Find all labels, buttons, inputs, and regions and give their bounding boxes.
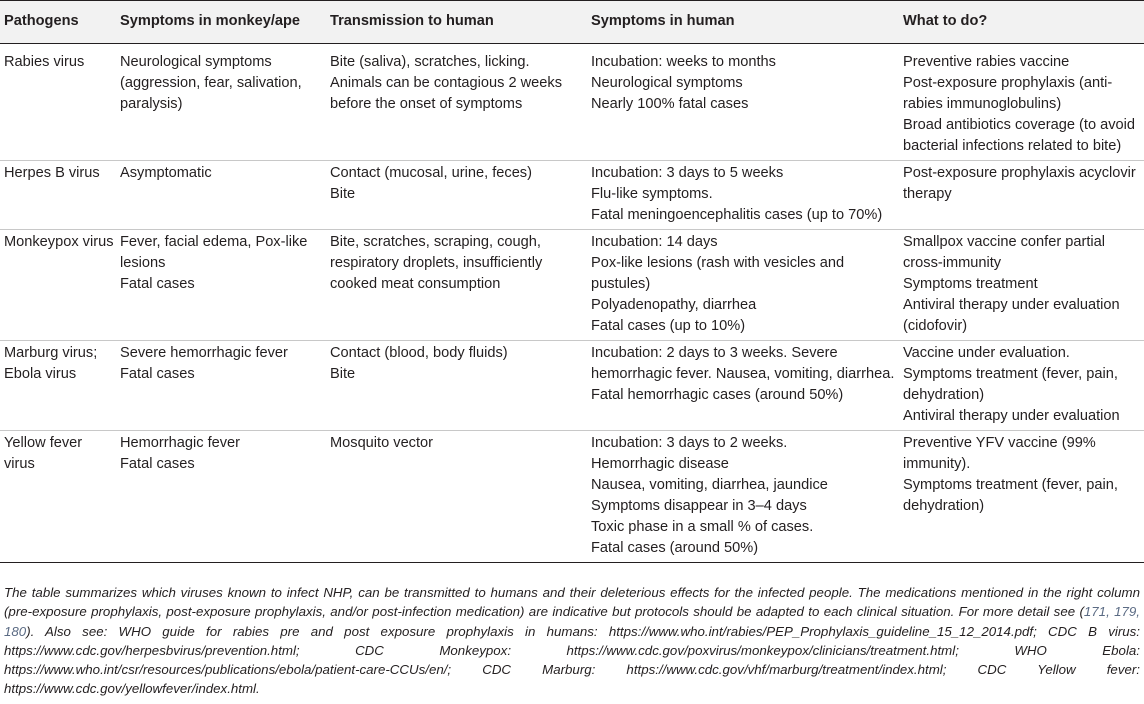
cell-what-to-do-line: Broad antibiotics coverage (to avoid bacterial infections related to bite): [903, 117, 1136, 154]
cell-monkey-symptoms: [116, 431, 326, 563]
caption-references[interactable]: 171, 179, 180: [4, 604, 1140, 639]
table-row: [0, 230, 1144, 341]
cell-monkey-symptoms: [116, 44, 326, 161]
cell-what-to-do-line: Antiviral therapy under evaluation: [903, 408, 1120, 424]
cell-human-symptoms: [587, 341, 899, 431]
header-human-symptoms: Symptoms in human: [587, 1, 899, 44]
cell-transmission-line: Bite: [330, 186, 356, 202]
cell-human-symptoms: [587, 431, 899, 563]
table-row: [0, 431, 1144, 563]
cell-what-to-do-line: Symptoms treatment (fever, pain, dehydration): [903, 366, 1118, 403]
cell-monkey-symptoms-line: Fatal cases: [120, 456, 195, 472]
table-header-row: [0, 1, 1144, 44]
cell-human-symptoms-line: Pox-like lesions (rash with vesicles and pustules): [591, 255, 845, 292]
cell-what-to-do-line: Vaccine under evaluation.: [903, 345, 1070, 361]
cell-transmission-line: Contact (blood, body fluids): [330, 345, 508, 361]
cell-transmission-line: Bite: [330, 366, 356, 382]
cell-transmission-line: Mosquito vector: [330, 435, 434, 451]
cell-human-symptoms-line: Flu-like symptoms.: [591, 186, 713, 202]
cell-human-symptoms-line: Symptoms disappear in 3–4 days: [591, 498, 807, 514]
cell-pathogen: Rabies virus: [0, 44, 116, 161]
cell-what-to-do-line: Symptoms treatment: [903, 276, 1038, 292]
cell-human-symptoms-line: Incubation: 2 days to 3 weeks. Severe hemorrhagic fever. Nausea, vomiting, diarrhea. Fatal hemorrhagic cases (around 50%): [591, 345, 895, 403]
cell-human-symptoms-line: Polyadenopathy, diarrhea: [591, 297, 757, 313]
header-pathogens: Pathogens: [0, 1, 116, 44]
cell-human-symptoms-line: Incubation: 14 days: [591, 234, 718, 250]
cell-what-to-do: [899, 341, 1144, 431]
cell-human-symptoms-line: Incubation: 3 days to 2 weeks.: [591, 435, 788, 451]
cell-transmission: [326, 431, 587, 563]
header-monkey-symptoms: Symptoms in monkey/ape: [116, 1, 326, 44]
cell-human-symptoms-line: Incubation: 3 days to 5 weeks: [591, 165, 784, 181]
caption-links: ). Also see: WHO guide for rabies pre and post exposure prophylaxis in humans: https://www.who.int/rabies/PEP_Prophylaxis_guideline_15_12_2014.pdf; CDC B virus: https://www.cdc.gov/herpesbvirus/prevention.html; CDC Monkeypox: https://www.cdc.gov/poxvirus/monkeypox/clinicians/treatment.html; WHO Ebola: https://www.who.int/csr/resources/publications/ebola/patient-care-CCUs/en/; CDC Marburg: https://www.cdc.gov/vhf/marburg/treatment/index.html; CDC Yellow fever: https://www.cdc.gov/yellowfever/index.html.: [4, 623, 1140, 697]
cell-what-to-do: [899, 44, 1144, 161]
table-row: [0, 44, 1144, 161]
cell-pathogen: Herpes B virus: [0, 161, 116, 230]
cell-transmission: [326, 341, 587, 431]
cell-what-to-do: [899, 431, 1144, 563]
cell-what-to-do-line: Antiviral therapy under evaluation (cidofovir): [903, 297, 1120, 334]
cell-transmission-line: Animals can be contagious 2 weeks before the onset of symptoms: [330, 75, 563, 112]
cell-what-to-do-line: Smallpox vaccine confer partial cross-immunity: [903, 234, 1105, 271]
cell-human-symptoms: [587, 161, 899, 230]
cell-monkey-symptoms: [116, 161, 326, 230]
caption-text: The table summarizes which viruses known to infect NHP, can be transmitted to humans and their deleterious effects for the infected people. The medications mentioned in the right column (pre-exposure prophylaxis, post-exposure prophylaxis, and/or post-infection medication) are indicative but protocols should be adapted to each clinical situation. For more detail see (: [4, 585, 1140, 620]
cell-transmission: [326, 161, 587, 230]
cell-human-symptoms-line: Incubation: weeks to months: [591, 54, 776, 70]
cell-human-symptoms-line: Hemorrhagic disease: [591, 456, 729, 472]
cell-what-to-do-line: Preventive rabies vaccine: [903, 54, 1070, 70]
cell-monkey-symptoms-line: Severe hemorrhagic fever: [120, 345, 288, 361]
cell-monkey-symptoms: [116, 230, 326, 341]
cell-pathogen: Monkeypox virus: [0, 230, 116, 341]
cell-monkey-symptoms-line: Neurological symptoms (aggression, fear, salivation, paralysis): [120, 54, 302, 112]
cell-human-symptoms-line: Fatal meningoencephalitis cases (up to 70%): [591, 207, 883, 223]
header-transmission: Transmission to human: [326, 1, 587, 44]
cell-human-symptoms: [587, 44, 899, 161]
cell-monkey-symptoms-line: Hemorrhagic fever: [120, 435, 241, 451]
table-caption: [4, 583, 1140, 699]
cell-human-symptoms-line: Toxic phase in a small % of cases.: [591, 519, 814, 535]
cell-transmission: [326, 44, 587, 161]
cell-what-to-do-line: Preventive YFV vaccine (99% immunity).: [903, 435, 1096, 472]
cell-human-symptoms: [587, 230, 899, 341]
cell-what-to-do-line: Post-exposure prophylaxis acyclovir therapy: [903, 165, 1136, 202]
cell-pathogen: Marburg virus; Ebola virus: [0, 341, 116, 431]
cell-human-symptoms-line: Nearly 100% fatal cases: [591, 96, 749, 112]
cell-human-symptoms-line: Fatal cases (around 50%): [591, 540, 759, 556]
header-what-to-do: What to do?: [899, 1, 1144, 44]
cell-human-symptoms-line: Nausea, vomiting, diarrhea, jaundice: [591, 477, 828, 493]
cell-what-to-do: [899, 161, 1144, 230]
table-row: [0, 161, 1144, 230]
cell-monkey-symptoms-line: Fatal cases: [120, 276, 195, 292]
cell-what-to-do-line: Symptoms treatment (fever, pain, dehydration): [903, 477, 1118, 514]
cell-monkey-symptoms-line: Fatal cases: [120, 366, 195, 382]
cell-transmission-line: Contact (mucosal, urine, feces): [330, 165, 532, 181]
cell-human-symptoms-line: Neurological symptoms: [591, 75, 743, 91]
cell-monkey-symptoms: [116, 341, 326, 431]
table-row: [0, 341, 1144, 431]
cell-what-to-do: [899, 230, 1144, 341]
cell-human-symptoms-line: Fatal cases (up to 10%): [591, 318, 746, 334]
cell-transmission: [326, 230, 587, 341]
cell-pathogen: Yellow fever virus: [0, 431, 116, 563]
cell-transmission-line: Bite (saliva), scratches, licking.: [330, 54, 530, 70]
cell-monkey-symptoms-line: Asymptomatic: [120, 165, 212, 181]
cell-monkey-symptoms-line: Fever, facial edema, Pox-like lesions: [120, 234, 308, 271]
cell-transmission-line: Bite, scratches, scraping, cough, respiratory droplets, insufficiently cooked meat consumption: [330, 234, 543, 292]
cell-what-to-do-line: Post-exposure prophylaxis (anti-rabies immunoglobulins): [903, 75, 1113, 112]
